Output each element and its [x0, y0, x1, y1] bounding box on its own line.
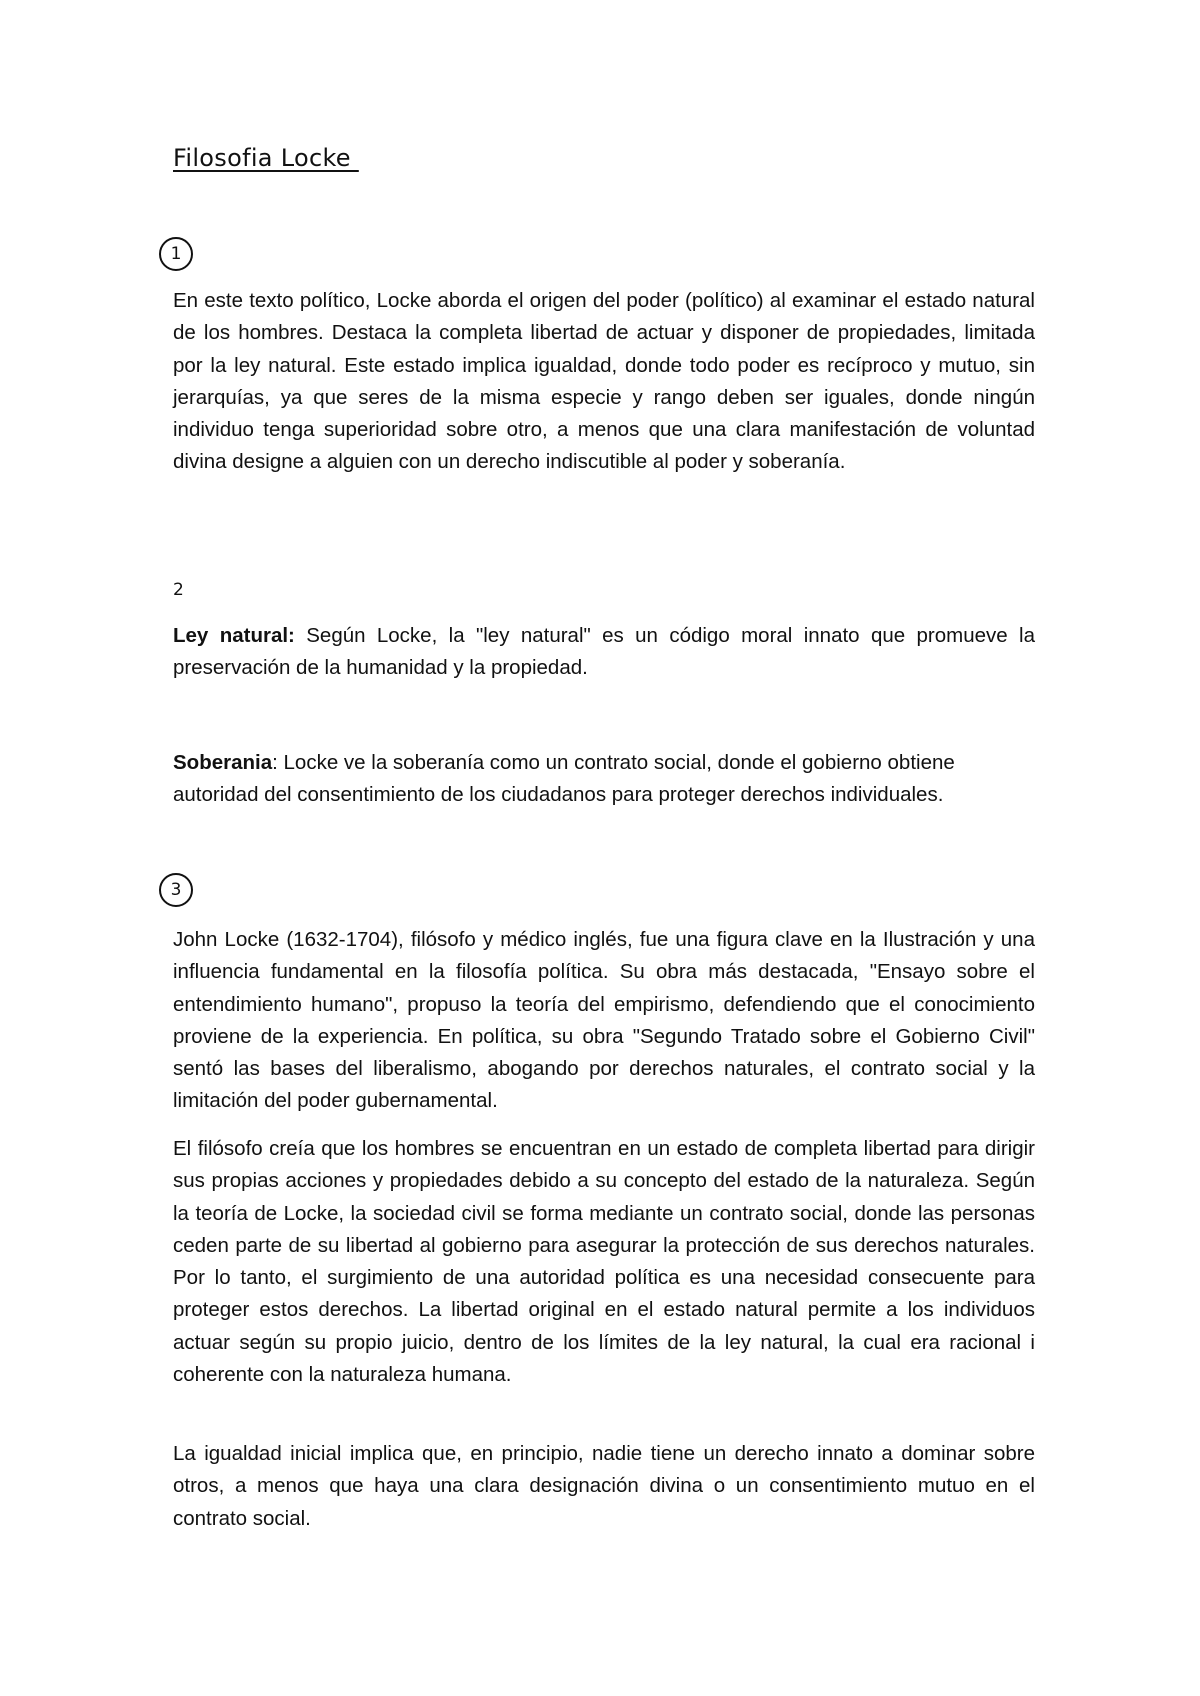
ley-natural-definition: Según Locke, la "ley natural" es un código moral innato que promueve la preservación de la humanidad y la propiedad.: [173, 624, 1035, 680]
ley-natural-term: Ley natural:: [173, 624, 295, 647]
section-2-number: 2: [173, 580, 184, 600]
soberania-paragraph: [173, 747, 1035, 812]
soberania-term: Soberania: [173, 751, 273, 774]
section-1-number-badge: 1: [159, 237, 193, 271]
soberania-definition: : Locke ve la soberanía como un contrato social, donde el gobierno obtiene autoridad del consentimiento de los ciudadanos para proteger derechos individuales.: [173, 751, 955, 807]
section-3-number-badge: 3: [159, 873, 193, 907]
page-title: Filosofia Locke: [173, 144, 359, 172]
section-3-paragraph-1: John Locke (1632-1704), filósofo y médico inglés, fue una figura clave en la Ilustración y una influencia fundamental en la filosofía política. Su obra más destacada, "Ensayo sobre el entendimiento humano", propuso la teoría del empirismo, defendiendo que el conocimiento proviene de la experiencia. En política, su obra "Segundo Tratado sobre el Gobierno Civil" sentó las bases del liberalismo, abogando por derechos naturales, el contrato social y la limitación del poder gubernamental.: [173, 928, 1035, 1113]
section-3-paragraph-2: El filósofo creía que los hombres se encuentran en un estado de completa libertad para dirigir sus propias acciones y propiedades debido a su concepto del estado de la naturaleza. Según la teoría de Locke, la sociedad civil se forma mediante un contrato social, donde las personas ceden parte de su libertad al gobierno para asegurar la protección de sus derechos naturales. Por lo tanto, el surgimiento de una autoridad política es una necesidad consecuente para proteger estos derechos. La libertad original en el estado natural permite a los individuos actuar según su propio juicio, dentro de los límites de la ley natural, la cual era racional i coherente con la naturaleza humana.: [173, 1137, 1035, 1387]
section-3-paragraph-3: La igualdad inicial implica que, en principio, nadie tiene un derecho innato a dominar sobre otros, a menos que haya una clara designación divina o un consentimiento mutuo en el contrato social.: [173, 1442, 1035, 1530]
section-1-paragraph: En este texto político, Locke aborda el origen del poder (político) al examinar el estado natural de los hombres. Destaca la completa libertad de actuar y disponer de propiedades, limitada por la ley natural. Este estado implica igualdad, donde todo poder es recíproco y mutuo, sin jerarquías, ya que seres de la misma especie y rango deben ser iguales, donde ningún individuo tenga superioridad sobre otro, a menos que una clara manifestación de voluntad divina designe a alguien con un derecho indiscutible al poder y soberanía.: [173, 289, 1035, 474]
ley-natural-paragraph: [173, 620, 1035, 685]
